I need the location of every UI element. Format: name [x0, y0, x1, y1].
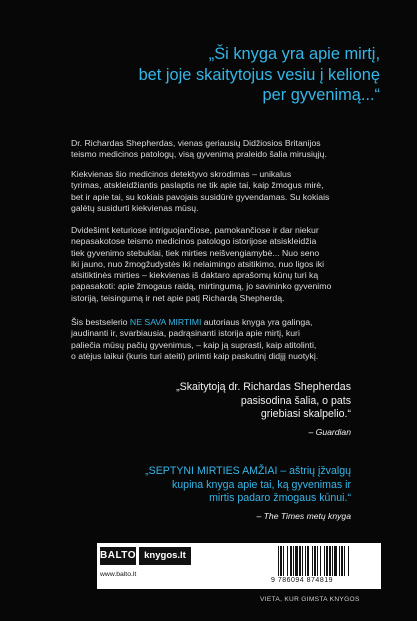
text-line: jaudinanti ir, svarbiausia, padrąsinanti istorija apie mirtį, kuri [71, 328, 300, 339]
text-line: iki jauno, nuo žmogžudystės iki nelaimingo atsitikimo, nuo ligos iki [71, 258, 325, 269]
text-line: o atėjus laikui (kuris turi ateiti) priimti kaip paskutinį didįjį nuotykį. [71, 350, 319, 361]
blurb-source: – Guardian [308, 426, 351, 437]
blurb-line: griebiasi skalpelio.“ [260, 408, 351, 421]
barcode-panel [97, 543, 381, 589]
text-line: Kiekvienas šio medicinos detektyvo skrodimas – unikalus [71, 169, 292, 179]
text-line: tiek gyvenimo stebuklai, tiek mirties neišvengiamybė... Nuo seno [71, 247, 320, 258]
isbn-barcode [278, 546, 374, 576]
paragraph-3 [71, 225, 371, 304]
balto-logo: BALTO [100, 547, 136, 565]
blurb-line: pasisodina šalia, o pats [240, 394, 351, 407]
lead-quote-line: per gyvenimą...“ [262, 86, 380, 104]
text-line: istoriją, teisingumą ir net apie patį Richardą Shepherdą. [71, 292, 285, 303]
text-line: Dvidešimt keturiose intriguojančiose, pamokančiose ir dar niekur [71, 225, 319, 235]
text-line: tyrimas, atskleidžiantis paslaptis ne tik apie tai, kaip žmogus mirė, [71, 180, 324, 191]
isbn-number: 9 786094 874819 [271, 577, 333, 584]
paragraph-2 [71, 169, 371, 214]
text-fragment: Šis bestselerio [71, 317, 130, 327]
book-title-highlight: NE SAVA MIRTIMI [129, 317, 202, 327]
lead-quote-line: „Ši knyga yra apie mirtį, [208, 45, 380, 63]
publisher-url: www.balto.lt [100, 571, 137, 578]
blurb-the-times [96, 465, 351, 521]
text-line: nepasakotose teismo medicinos patologo istorijose atsiskleidžia [71, 236, 317, 247]
lead-quote [80, 44, 380, 106]
lead-quote-line: bet joje skaitytojus vesiu į kelionę [138, 65, 380, 84]
intro-paragraph [71, 138, 371, 161]
blurb-line: kupina knyga apie tai, ką gyvenimas ir [171, 478, 351, 491]
text-line: Dr. Richardas Shepherdas, vienas geriausių Didžiosios Britanijos [71, 138, 321, 148]
text-line: teismo medicinos patologų, visą gyvenimą praleido šalia mirusiųjų. [71, 149, 327, 160]
text-line: bet ir apie tai, su kokiais pavojais susidūrė gyvendamas. Su kokiais [71, 191, 330, 202]
text-line: papasakoti: apie žmogaus raidą, mirtingumą, jo savininko gyvenimo [71, 281, 332, 292]
blurb-quote [100, 381, 351, 422]
blurb-guardian [100, 381, 351, 437]
knygos-logo: knygos.lt [139, 547, 191, 565]
blurb-line: „SEPTYNI MIRTIES AMŽIAI – aštrių įžvalgų [145, 465, 351, 477]
text-line: atsitiktinės mirties – kiekvienas iš daktaro aprašomų kūnų turi ką [71, 270, 319, 281]
paragraph-4 [71, 317, 371, 362]
blurb-line: mirtis padaro žmogaus kūnui.“ [209, 492, 351, 505]
text-line: galėtų susidurti kiekvienas mūsų. [71, 202, 199, 213]
blurb-source: – The Times metų knyga [256, 510, 351, 521]
text-line: paliečia mūsų pačių gyvenimus, – kaip ją suprasti, kaip atitolinti, [71, 339, 317, 350]
blurb-line: „Skaitytoją dr. Richardas Shepherdas [176, 381, 351, 393]
text-fragment: autoriaus knyga yra galinga, [201, 317, 313, 327]
publisher-slogan: VIETA, KUR GIMSTA KNYGOS [260, 596, 360, 603]
blurb-quote [96, 465, 351, 506]
text-line [71, 317, 371, 328]
